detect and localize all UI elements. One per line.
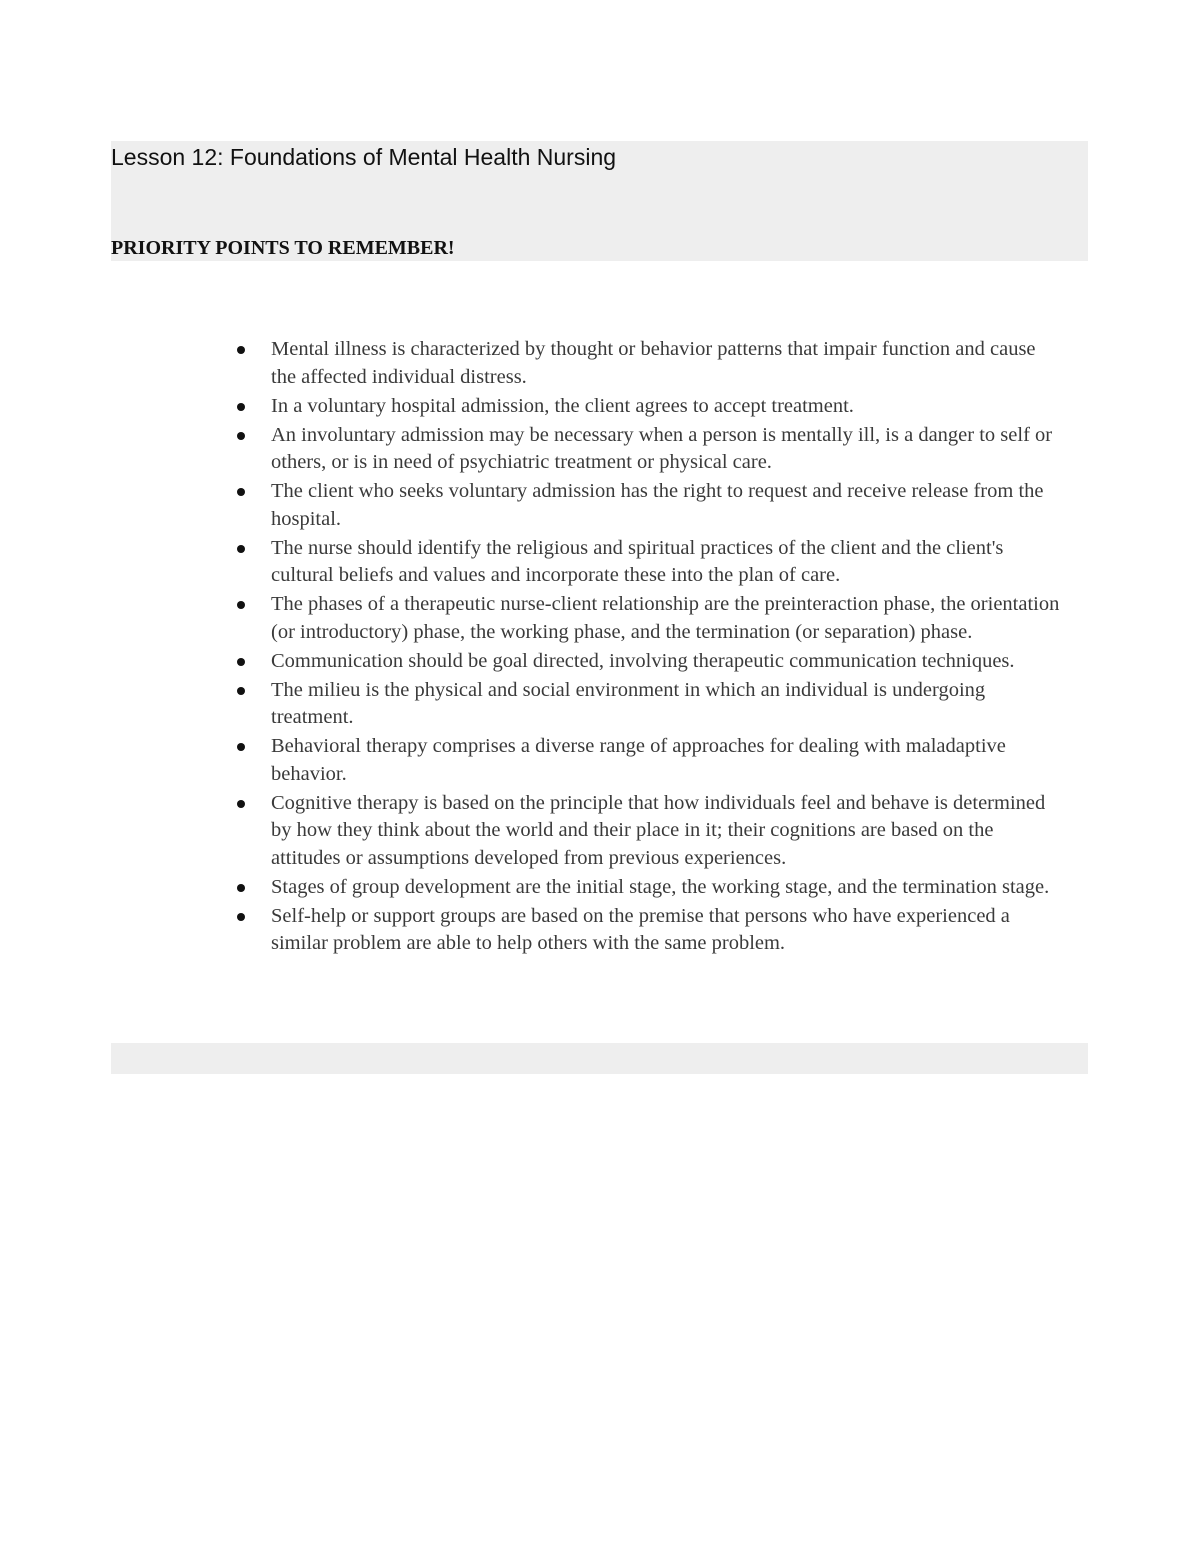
bullet-icon (237, 913, 245, 921)
section-heading: PRIORITY POINTS TO REMEMBER! (111, 237, 455, 259)
bullet-icon (237, 884, 245, 892)
list-item (232, 677, 1062, 732)
bullet-icon (237, 545, 245, 553)
list-item-text: Stages of group development are the initial stage, the working stage, and the termination stage. (271, 875, 1050, 898)
priority-points-list (232, 336, 1062, 959)
list-item-text: Behavioral therapy comprises a diverse range of approaches for dealing with maladaptive behavior. (271, 735, 1006, 785)
list-item-text: The client who seeks voluntary admission has the right to request and receive release from the hospital. (271, 480, 1044, 530)
list-item-text: Communication should be goal directed, involving therapeutic communication techniques. (271, 649, 1015, 672)
bullet-icon (237, 658, 245, 666)
bullet-icon (237, 488, 245, 496)
list-item (232, 422, 1062, 477)
list-item (232, 393, 1062, 421)
bullet-icon (237, 432, 245, 440)
list-item-text: In a voluntary hospital admission, the client agrees to accept treatment. (271, 394, 854, 417)
list-item-text: The phases of a therapeutic nurse-client relationship are the preinteraction phase, the orientation (or introductory) phase, the working phase, and the termination (or separation) phase. (271, 593, 1060, 643)
list-item (232, 733, 1062, 788)
list-item-text: Mental illness is characterized by thought or behavior patterns that impair function and cause the affected individual distress. (271, 338, 1036, 388)
list-item (232, 336, 1062, 391)
page-title: Lesson 12: Foundations of Mental Health Nursing (111, 144, 617, 170)
list-item-text: The milieu is the physical and social environment in which an individual is undergoing treatment. (271, 678, 986, 728)
list-item-text: The nurse should identify the religious and spiritual practices of the client and the client's cultural beliefs and values and incorporate these into the plan of care. (271, 536, 1004, 586)
list-item (232, 874, 1062, 902)
list-item (232, 903, 1062, 958)
bullet-icon (237, 346, 245, 354)
bullet-icon (237, 403, 245, 411)
list-item (232, 478, 1062, 533)
footer-band (111, 1043, 1088, 1074)
list-item (232, 790, 1062, 873)
list-item-text: Cognitive therapy is based on the principle that how individuals feel and behave is determined by how they think about the world and their place in it; their cognitions are based on the attitudes or assumptions developed from previous experiences. (271, 791, 1046, 869)
list-item (232, 648, 1062, 676)
list-item-text: An involuntary admission may be necessary when a person is mentally ill, is a danger to self or others, or is in need of psychiatric treatment or physical care. (271, 423, 1053, 473)
list-item-text: Self-help or support groups are based on the premise that persons who have experienced a similar problem are able to help others with the same problem. (271, 904, 1010, 954)
bullet-icon (237, 800, 245, 808)
bullet-icon (237, 743, 245, 751)
list-item (232, 535, 1062, 590)
list-item (232, 591, 1062, 646)
bullet-icon (237, 601, 245, 609)
bullet-icon (237, 687, 245, 695)
